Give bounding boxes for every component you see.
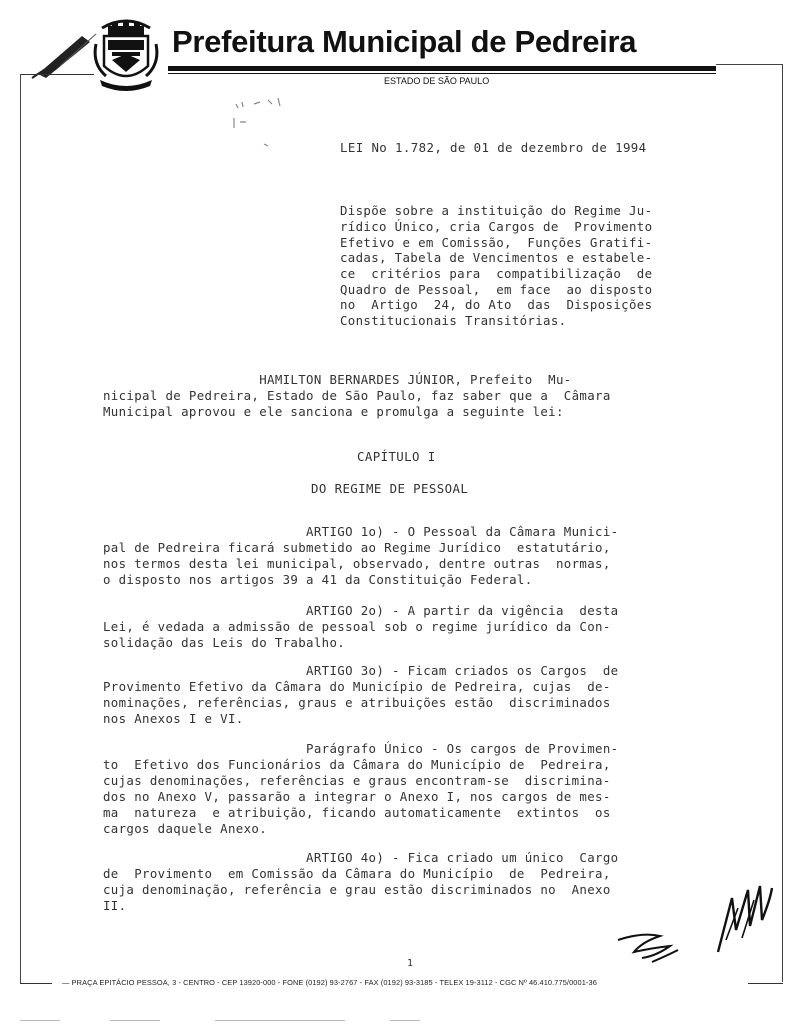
preamble-line: HAMILTON BERNARDES JÚNIOR, Prefeito Mu- [103, 372, 572, 387]
article-line: nominações, referências, graus e atribuições estão discriminados [103, 695, 611, 710]
law-heading: LEI No 1.782, de 01 de dezembro de 1994 [340, 140, 647, 155]
footer-rule [748, 983, 783, 984]
scan-noise [215, 1020, 345, 1021]
paragraph-line: cargos daquele Anexo. [103, 821, 268, 836]
footer-rule [20, 983, 52, 984]
article-line: solidação das Leis do Trabalho. [103, 635, 346, 650]
summary-line: Efetivo e em Comissão, Funções Gratifi- [340, 235, 653, 250]
article-line: nos termos desta lei municipal, observado, dentre outras normas, [103, 556, 611, 571]
scan-noise [390, 1020, 420, 1021]
article-line: II. [103, 898, 127, 913]
frame-line [20, 74, 94, 75]
footer-address: — PRAÇA EPITÁCIO PESSOA, 3 - CENTRO - CEP 13920-000 - FONE (0192) 93-2767 - FAX (0192) 93-3185 - TELEX 19-3112 - CGC Nº 46.410.775/0001-36 [62, 978, 597, 987]
chapter-title: DO REGIME DE PESSOAL [311, 481, 469, 496]
frame-line [20, 74, 21, 984]
article-line: Provimento Efetivo da Câmara do Município de Pedreira, cujas de- [103, 679, 611, 694]
header-rule-thin [168, 73, 716, 74]
article-line: de Provimento em Comissão da Câmara do Município de Pedreira, [103, 866, 611, 881]
article-line: o disposto nos artigos 39 a 41 da Constituição Federal. [103, 572, 533, 587]
article-line: ARTIGO 1o) - O Pessoal da Câmara Munici- [103, 524, 619, 539]
handwritten-mark [228, 94, 298, 154]
organization-title: Prefeitura Municipal de Pedreira [172, 24, 637, 59]
preamble-line: nicipal de Pedreira, Estado de São Paulo, faz saber que a Câmara [103, 388, 611, 403]
article-line: pal de Pedreira ficará submetido ao Regime Jurídico estatutário, [103, 540, 611, 555]
paragraph-line: ma natureza e atribuição, ficando automaticamente extintos os [103, 805, 611, 820]
paragraph-line: to Efetivo dos Funcionários da Câmara do Município de Pedreira, [103, 757, 611, 772]
article-line: ARTIGO 4o) - Fica criado um único Cargo [103, 850, 619, 865]
signature [712, 880, 778, 960]
frame-line [716, 64, 783, 65]
summary-line: rídico Único, cria Cargos de Provimento [340, 219, 653, 234]
paragraph-line: cujas denominações, referências e graus encontram-se discrimina- [103, 773, 611, 788]
scan-noise [110, 1020, 160, 1021]
summary-line: cadas, Tabela de Vencimentos e estabele- [340, 250, 653, 265]
preamble-line: Municipal aprovou e ele sanciona e promulga a seguinte lei: [103, 404, 564, 419]
pen-nib-icon [30, 30, 100, 80]
state-subtitle: ESTADO DE SÃO PAULO [384, 76, 490, 86]
municipal-crest-icon [92, 14, 160, 98]
page-number: 1 [407, 958, 414, 969]
chapter-heading: CAPÍTULO I [357, 449, 436, 464]
frame-line [782, 64, 783, 982]
summary-line: Quadro de Pessoal, em face ao disposto [340, 282, 653, 297]
article-line: ARTIGO 2o) - A partir da vigência desta [103, 603, 619, 618]
summary-line: no Artigo 24, do Ato das Disposições [340, 297, 653, 312]
article-line: ARTIGO 3o) - Ficam criados os Cargos de [103, 663, 619, 678]
scan-noise [20, 1020, 60, 1021]
article-line: Lei, é vedada a admissão de pessoal sob o regime jurídico da Con- [103, 619, 611, 634]
article-line: nos Anexos I e VI. [103, 711, 244, 726]
header-rule [168, 66, 716, 71]
paragraph-line: Parágrafo Único - Os cargos de Provimen- [103, 741, 619, 756]
summary-line: ce critérios para compatibilização de [340, 266, 653, 281]
article-line: cuja denominação, referência e grau estão discriminados no Anexo [103, 882, 611, 897]
signature-initials [612, 918, 684, 970]
summary-line: Dispõe sobre a instituição do Regime Ju- [340, 203, 653, 218]
summary-line: Constitucionais Transitórias. [340, 313, 567, 328]
paragraph-line: dos no Anexo V, passarão a integrar o Anexo I, nos cargos de mes- [103, 789, 611, 804]
